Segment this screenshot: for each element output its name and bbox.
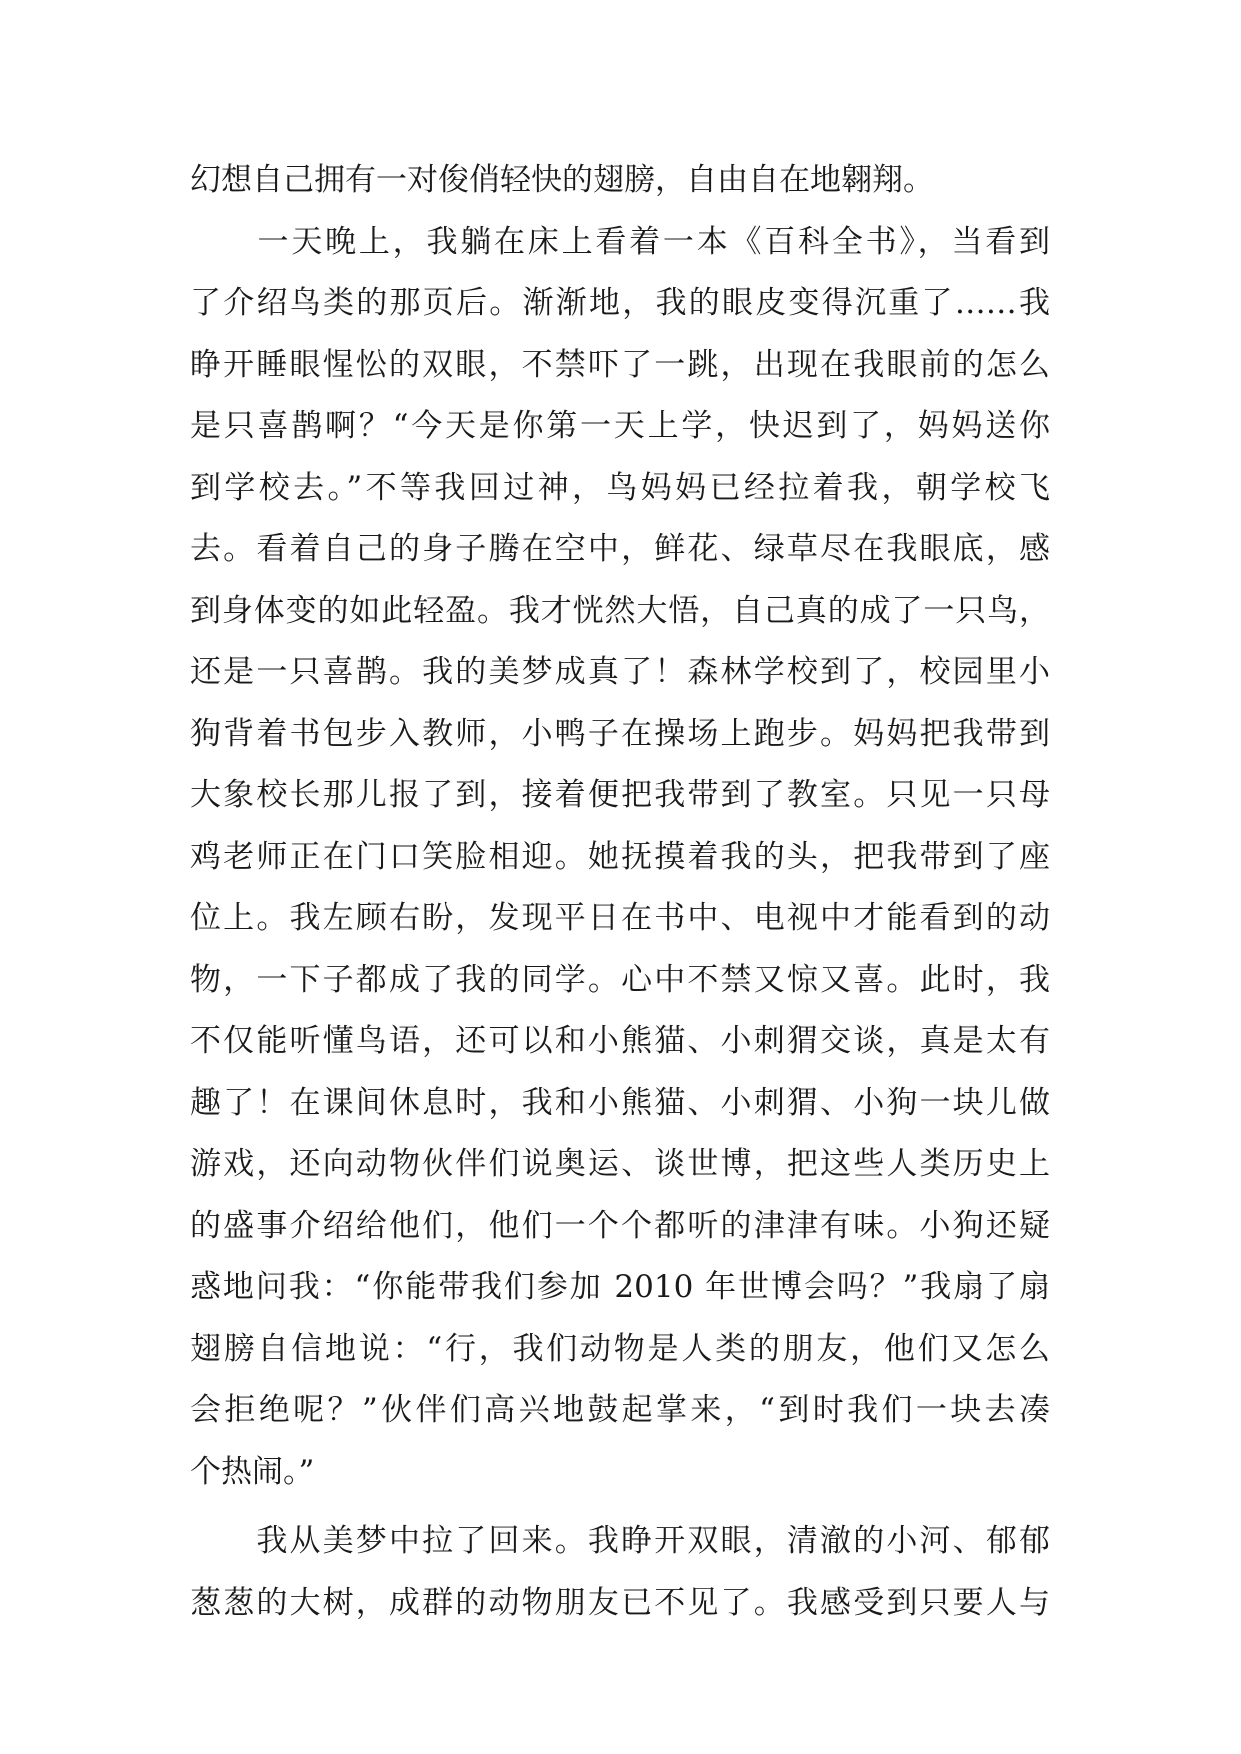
text-line: 的盛事介绍给他们，他们一个个都听的津津有味。小狗还疑 — [190, 1207, 1050, 1244]
text-line: 会拒绝呢？”伙伴们高兴地鼓起掌来，“到时我们一块去凑 — [190, 1392, 1050, 1428]
text-line: 狗背着书包步入教师，小鸭子在操场上跑步。妈妈把我带到 — [190, 715, 1050, 752]
body-text — [190, 150, 1050, 1634]
text-line: 我从美梦中拉了回来。我睁开双眼，清澈的小河、郁郁 — [190, 1523, 1050, 1559]
paragraph — [190, 212, 1050, 1504]
text-line: 鸡老师正在门口笑脸相迎。她抚摸着我的头，把我带到了座 — [190, 838, 1050, 875]
text-line: 翅膀自信地说：“行，我们动物是人类的朋友，他们又怎么 — [190, 1330, 1050, 1367]
text-line: 个热闹。” — [190, 1453, 315, 1490]
text-line: 还是一只喜鹊。我的美梦成真了！森林学校到了，校园里小 — [190, 654, 1050, 690]
text-line: 到学校去。”不等我回过神，鸟妈妈已经拉着我，朝学校飞 — [190, 469, 1050, 506]
text-line: 趣了！在课间休息时，我和小熊猫、小刺猬、小狗一块儿做 — [190, 1084, 1050, 1121]
text-line: 惑地问我：“你能带我们参加 2010 年世博会吗？”我扇了扇 — [190, 1269, 1050, 1305]
paragraph — [190, 150, 1050, 212]
text-line: 是只喜鹊啊？“今天是你第一天上学，快迟到了，妈妈送你 — [190, 408, 1050, 444]
text-line: 幻想自己拥有一对俊俏轻快的翅膀，自由自在地翱翔。 — [190, 162, 934, 198]
text-line: 去。看着自己的身子腾在空中，鲜花、绿草尽在我眼底，感 — [190, 531, 1050, 567]
paragraph-gap — [190, 1503, 1050, 1511]
text-line: 睁开睡眼惺忪的双眼，不禁吓了一跳，出现在我眼前的怎么 — [190, 346, 1050, 383]
text-line: 到身体变的如此轻盈。我才恍然大悟，自己真的成了一只鸟， — [190, 592, 1050, 629]
text-line: 了介绍鸟类的那页后。渐渐地，我的眼皮变得沉重了……我 — [190, 285, 1050, 321]
text-line: 葱葱的大树，成群的动物朋友已不见了。我感受到只要人与 — [190, 1584, 1050, 1621]
text-line: 游戏，还向动物伙伴们说奥运、谈世博，把这些人类历史上 — [190, 1146, 1050, 1182]
paragraph — [190, 1511, 1050, 1634]
text-line: 一天晚上，我躺在床上看着一本《百科全书》，当看到 — [190, 223, 1050, 260]
text-line: 物，一下子都成了我的同学。心中不禁又惊又喜。此时，我 — [190, 961, 1050, 998]
text-line: 位上。我左顾右盼，发现平日在书中、电视中才能看到的动 — [190, 900, 1050, 936]
text-line: 大象校长那儿报了到，接着便把我带到了教室。只见一只母 — [190, 777, 1050, 813]
text-line: 不仅能听懂鸟语，还可以和小熊猫、小刺猬交谈，真是太有 — [190, 1023, 1050, 1059]
